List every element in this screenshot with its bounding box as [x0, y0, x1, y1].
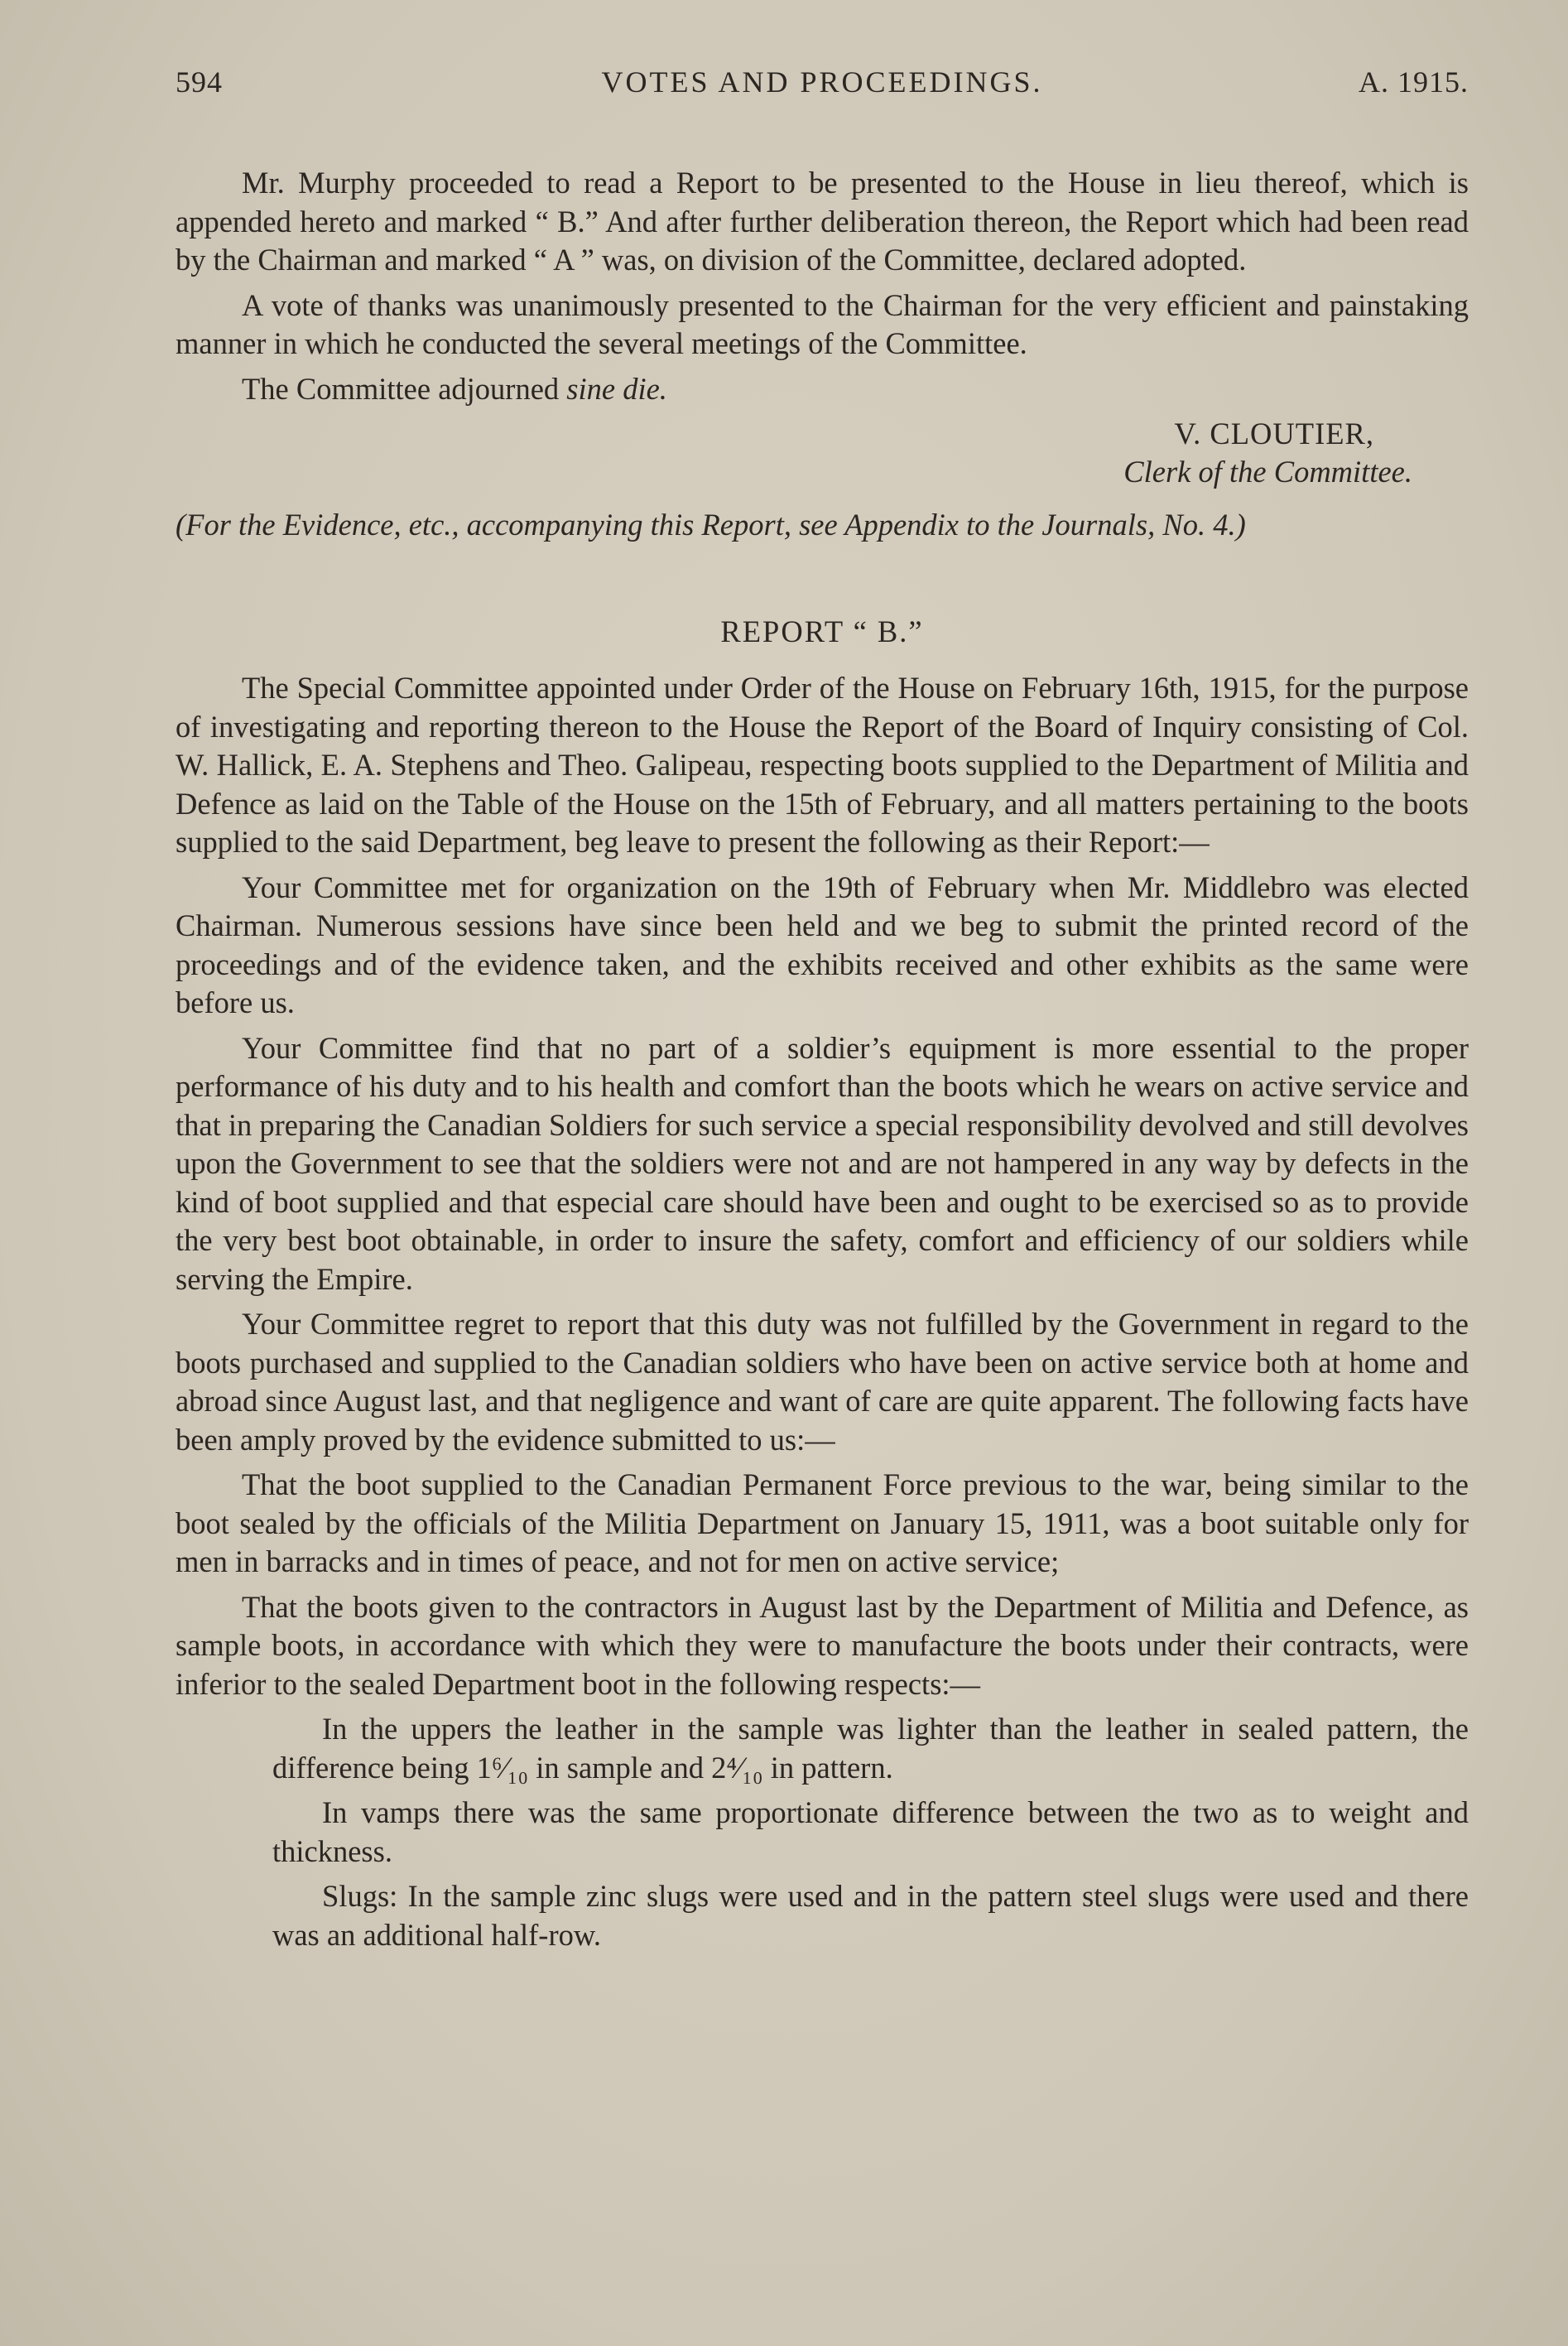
paragraph-murphy-report: Mr. Murphy proceeded to read a Report to be presented to the House in lieu thereof, which is appended hereto and marked “ B.” And after further deliberation thereon, the Report which had been read by the Chairman and marked “ A ” was, on division of the Committee, declared adopted.: [176, 166, 1469, 277]
page-body: [176, 164, 1469, 1961]
report-paragraph: Your Committee met for organization on the 19th of February when Mr. Middlebro was elected Chairman. Numerous sessions have since been held and we beg to submit the printed record of the proceedings and of the evidence taken, and the exhibits received and other exhibits as the same were before us.: [176, 870, 1469, 1019]
header-year: A. 1915.: [1359, 65, 1469, 99]
report-sub-item: [272, 1710, 1469, 1787]
signature-role: Clerk of the Committee.: [1123, 455, 1412, 489]
paragraph-vote-of-thanks: A vote of thanks was unanimously presented to the Chairman for the very efficient and painstaking manner in which he conducted the several meetings of the Committee.: [176, 287, 1469, 360]
report-paragraph: Your Committee find that no part of a soldier’s equipment is more essential to the proper performance of his duty and to his health and comfort than the boots which he wears on active service and that in preparing the Canadian Soldiers for such service a special responsibility devolved and still devolves upon the Government to see that the soldiers were not and are not hampered in any way by defects in the kind of boot supplied and that especial care should have been and ought to be exercised so as to provide the very best boot obtainable, in order to insure the safety, comfort and efficiency of our soldiers while serving the Empire.: [176, 1030, 1469, 1296]
report-paragraph: That the boot supplied to the Canadian Permanent Force previous to the war, being similar to the boot sealed by the officials of the Militia Department on January 15, 1911, was a boot suitable only for men in barracks and in times of peace, and not for men on active service;: [176, 1467, 1469, 1578]
report-paragraph: Your Committee regret to report that this duty was not fulfilled by the Government in regard to the boots purchased and supplied to the Canadian soldiers who have been on active service both at home and abroad since August last, and that negligence and want of care are quite apparent. The following facts have been amply proved by the evidence submitted to us:—: [176, 1307, 1469, 1457]
header-title: VOTES AND PROCEEDINGS.: [601, 65, 1043, 99]
paragraph-adjourned: [176, 370, 1469, 409]
report-paragraph: That the boots given to the contractors in August last by the Department of Militia and Defence, as sample boots, in accordance with which they were to manufacture the boots under their contracts, were inferior to the sealed Department boot in the following respects:—: [176, 1589, 1469, 1701]
signature-block: [176, 415, 1469, 491]
report-sub-item: [272, 1877, 1469, 1954]
report-sub-item: [272, 1794, 1469, 1871]
adjourned-italic: sine die.: [566, 371, 667, 406]
sub-item-text: In vamps there was the same proportionate difference between the two as to weight and thickness.: [272, 1795, 1469, 1868]
adjourned-text: The Committee adjourned: [242, 371, 567, 406]
page-number: 594: [176, 65, 223, 99]
appendix-note: (For the Evidence, etc., accompanying this Report, see Appendix to the Journals, No. 4.): [176, 508, 1246, 542]
sub-item-text: Slugs: In the sample zinc slugs were used and in the pattern steel slugs were used and there was an additional half-row.: [272, 1879, 1469, 1952]
signature-name: V. CLOUTIER,: [1174, 417, 1374, 450]
report-paragraph: The Special Committee appointed under Order of the House on February 16th, 1915, for the purpose of investigating and reporting thereon to the House the Report of the Board of Inquiry consisting of Col. W. Hallick, E. A. Stephens and Theo. Galipeau, respecting boots supplied to the Department of Militia and Defence as laid on the Table of the House on the 15th of February, and all matters pertaining to the boots supplied to the said Department, beg leave to present the following as their Report:—: [176, 671, 1469, 859]
report-title: REPORT “ B.”: [720, 614, 924, 648]
sub-item-text: In the uppers the leather in the sample was lighter than the leather in sealed pattern, the difference being 1⁶⁄₁₀ in sample and 2⁴⁄₁₀ in pattern.: [272, 1712, 1469, 1785]
running-header: [176, 65, 1469, 114]
